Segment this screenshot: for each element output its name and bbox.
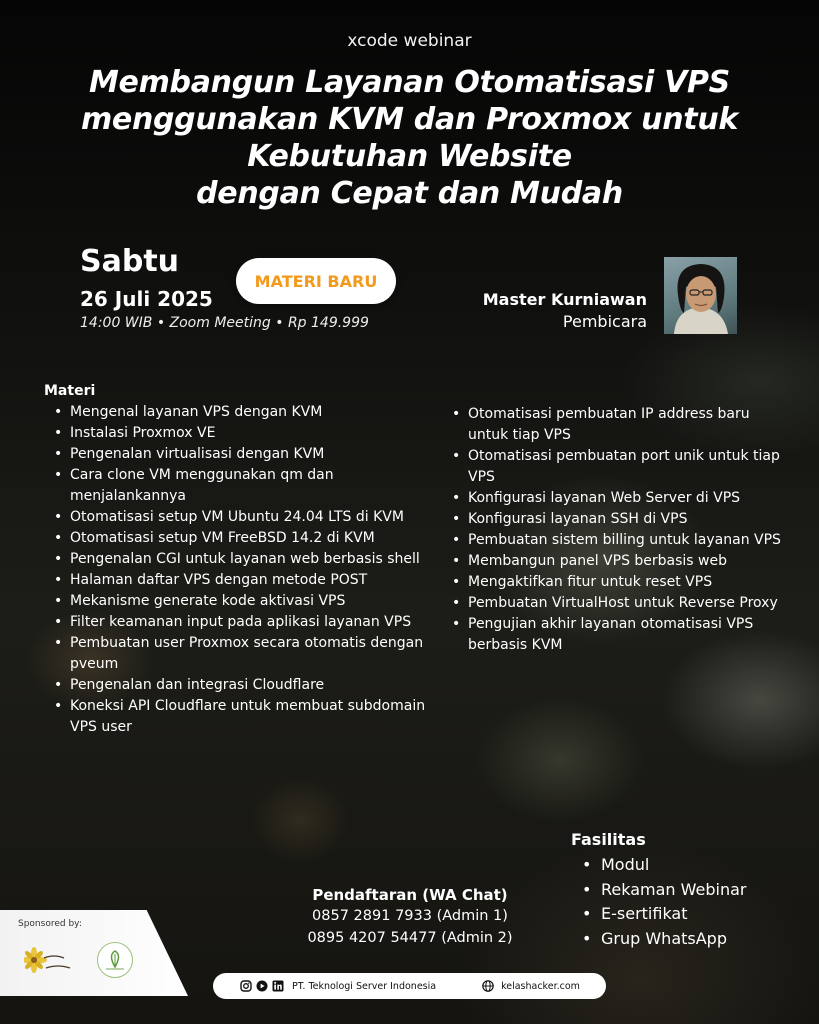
fasilitas-list	[576, 853, 816, 951]
topic-item: • Konfigurasi layanan SSH di VPS	[443, 509, 783, 530]
topic-item: • Filter keamanan input pada aplikasi layanan VPS	[45, 612, 427, 633]
topic-item: • Mekanisme generate kode aktivasi VPS	[45, 591, 427, 612]
speaker-name: Master Kurniawan	[482, 290, 647, 309]
webinar-label: xcode webinar	[347, 31, 472, 51]
footer-company: PT. Teknologi Server Indonesia	[292, 980, 437, 992]
topic-item: • Mengenal layanan VPS dengan KVM	[45, 402, 427, 423]
topic-item: • Halaman daftar VPS dengan metode POST	[45, 570, 427, 591]
title-line-1: Membangun Layanan Otomatisasi VPS	[89, 65, 730, 100]
sponsor-logo-2	[97, 942, 133, 978]
topic-item: • Otomatisasi pembuatan IP address baru untuk tiap VPS	[443, 404, 783, 446]
footer-bar	[213, 973, 606, 999]
linkedin-icon[interactable]	[271, 980, 284, 993]
speaker-photo	[664, 257, 737, 334]
event-date: 26 Juli 2025	[80, 287, 213, 311]
registration-title: Pendaftaran (WA Chat)	[312, 886, 508, 904]
topic-item: • Pembuatan sistem billing untuk layanan VPS	[443, 530, 783, 551]
fasilitas-item: • Rekaman Webinar	[576, 878, 816, 903]
topic-item: • Koneksi API Cloudflare untuk membuat subdomain VPS user	[45, 696, 427, 738]
topic-item: • Pengenalan virtualisasi dengan KVM	[45, 444, 427, 465]
title-line-4: dengan Cepat dan Mudah	[196, 176, 623, 211]
topic-item: • Pembuatan user Proxmox secara otomatis dengan pveum	[45, 633, 427, 675]
new-material-badge: MATERI BARU	[236, 258, 396, 304]
globe-icon	[481, 980, 494, 993]
phone-admin-1[interactable]: 0857 2891 7933 (Admin 1)	[312, 908, 508, 924]
topic-item: • Membangun panel VPS berbasis web	[443, 551, 783, 572]
leaf-logo-icon	[98, 943, 132, 977]
topic-item: • Otomatisasi pembuatan port unik untuk tiap VPS	[443, 446, 783, 488]
fasilitas-item: • Modul	[576, 853, 816, 878]
sponsor-label: Sponsored by:	[18, 919, 82, 929]
sponsor-logo-bloomin-nails	[24, 944, 82, 980]
fasilitas-item: • E-sertifikat	[576, 902, 816, 927]
topic-item: • Mengaktifkan fitur untuk reset VPS	[443, 572, 783, 593]
topic-item: • Instalasi Proxmox VE	[45, 423, 427, 444]
topic-item: • Pengenalan dan integrasi Cloudflare	[45, 675, 427, 696]
topics-list-right	[443, 404, 783, 656]
topic-item: • Pengujian akhir layanan otomatisasi VPS berbasis KVM	[443, 614, 783, 656]
topic-item: • Otomatisasi setup VM Ubuntu 24.04 LTS di KVM	[45, 507, 427, 528]
title-line-3: Kebutuhan Website	[247, 139, 572, 174]
youtube-icon[interactable]	[255, 980, 268, 993]
topic-item: • Pengenalan CGI untuk layanan web berbasis shell	[45, 549, 427, 570]
event-details: 14:00 WIB • Zoom Meeting • Rp 149.999	[80, 315, 369, 331]
footer-website[interactable]: kelashacker.com	[501, 980, 580, 992]
topic-item: • Pembuatan VirtualHost untuk Reverse Proxy	[443, 593, 783, 614]
instagram-icon[interactable]	[239, 980, 252, 993]
speaker-portrait-icon	[664, 257, 737, 334]
main-title	[0, 64, 819, 212]
topic-item: • Otomatisasi setup VM FreeBSD 14.2 di KVM	[45, 528, 427, 549]
title-line-2: menggunakan KVM dan Proxmox untuk	[80, 102, 739, 137]
event-day: Sabtu	[80, 244, 180, 279]
topic-item: • Konfigurasi layanan Web Server di VPS	[443, 488, 783, 509]
phone-admin-2[interactable]: 0895 4207 54477 (Admin 2)	[307, 930, 513, 946]
flower-logo-icon	[24, 944, 82, 980]
fasilitas-heading: Fasilitas	[571, 830, 646, 849]
speaker-role: Pembicara	[562, 312, 647, 331]
topic-item: • Cara clone VM menggunakan qm dan menjalankannya	[45, 465, 427, 507]
fasilitas-item: • Grup WhatsApp	[576, 927, 816, 952]
topics-list-left	[45, 402, 427, 738]
materi-heading: Materi	[44, 383, 96, 399]
